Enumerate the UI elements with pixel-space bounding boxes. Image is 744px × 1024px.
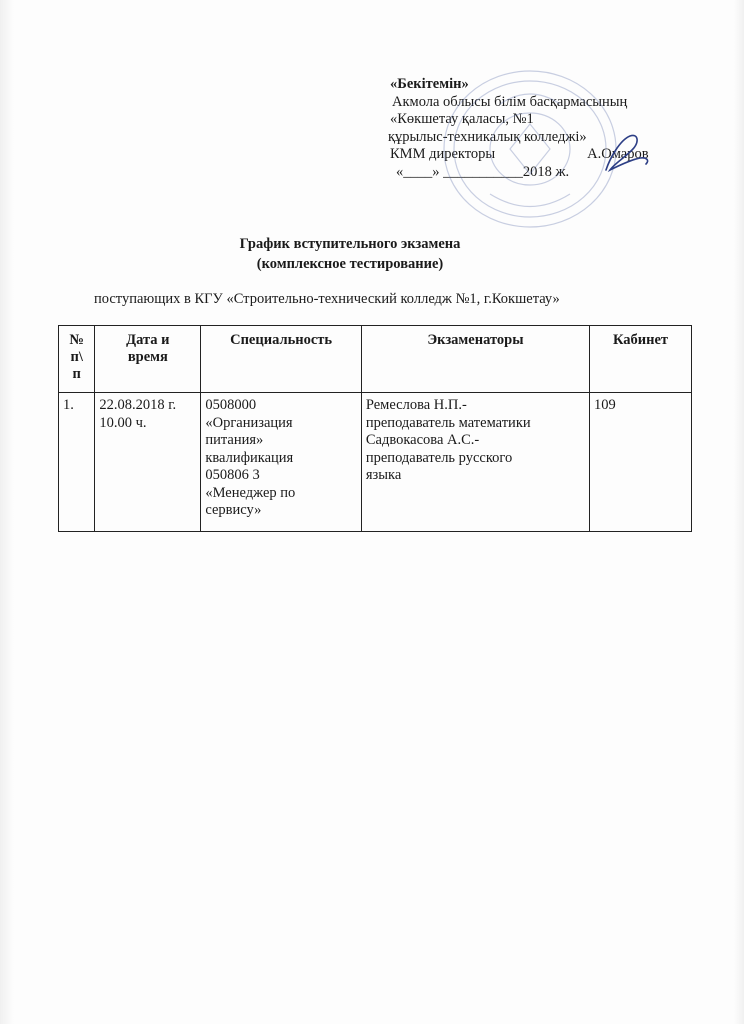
row-specialty: 0508000 «Организация питания» квалификация 050806 3 «Менеджер по сервису»	[201, 393, 362, 532]
approval-director-title: КММ директоры	[390, 146, 496, 162]
row-room: 109	[590, 393, 692, 532]
approval-director-name: А.Омаров	[587, 146, 649, 162]
signature-icon	[596, 130, 656, 180]
table-row	[59, 393, 692, 532]
document-subtitle: поступающих в КГУ «Строительно-технический колледж №1, г.Кокшетау»	[94, 291, 560, 307]
approval-department: Акмола облысы білім басқармасының	[392, 93, 628, 110]
header-datetime: Дата и время	[95, 326, 201, 393]
approval-college-line1: «Көкшетау қаласы, №1	[390, 111, 534, 127]
header-specialty: Специальность	[201, 326, 362, 393]
header-examiners: Экзаменаторы	[361, 326, 589, 393]
document-subtitle-type: (комплексное тестирование)	[256, 256, 444, 272]
table-header-row	[59, 326, 692, 393]
row-examiners: Ремеслова Н.П.- преподаватель математики Садвокасова А.С.- преподаватель русского языка	[361, 393, 589, 532]
header-room: Кабинет	[590, 326, 692, 393]
document-title: График вступительного экзамена	[239, 236, 461, 252]
approval-date-line: «____» ___________2018 ж.	[396, 163, 570, 180]
scan-shadow-left	[0, 0, 14, 1024]
approval-heading: «Бекітемін»	[390, 76, 469, 92]
header-number: № п\ п	[59, 326, 95, 393]
exam-schedule-table	[58, 325, 692, 532]
row-datetime: 22.08.2018 г. 10.00 ч.	[95, 393, 201, 532]
row-number: 1.	[59, 393, 95, 532]
scan-shadow-right	[734, 0, 744, 1024]
approval-college-line2: құрылыс-техникалық колледжі»	[388, 128, 587, 145]
